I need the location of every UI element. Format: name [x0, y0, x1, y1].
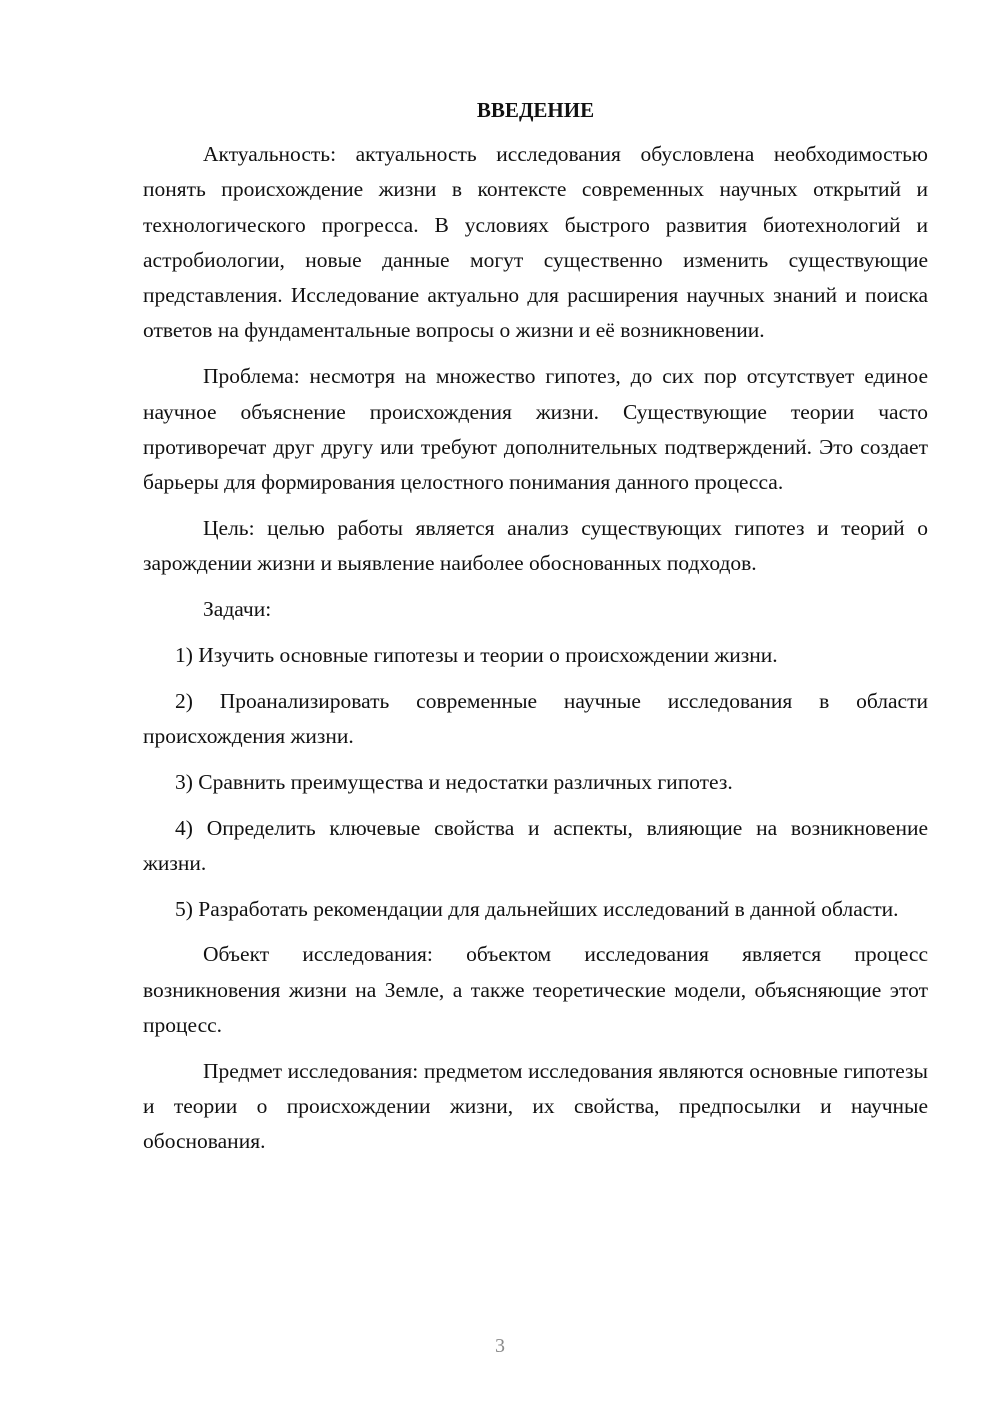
paragraph-goal: Цель: целью работы является анализ существующих гипотез и теорий о зарождении жизни и выявление наиболее обоснованных подходов. — [143, 515, 928, 576]
paragraph-object: Объект исследования: объектом исследования является процесс возникновения жизни на Земле, а также теоретические модели, объясняющие этот процесс. — [143, 942, 928, 1038]
task-item-3: 3) Сравнить преимущества и недостатки различных гипотез. — [175, 769, 733, 794]
task-item-2: 2) Проанализировать современные научные исследования в области происхождения жизни. — [143, 688, 928, 748]
paragraph-subject: Предмет исследования: предметом исследования являются основные гипотезы и теории о происхождении жизни, их свойства, предпосылки и научные обоснования. — [143, 1058, 928, 1154]
page-content — [143, 94, 928, 1170]
task-item-4: 4) Определить ключевые свойства и аспекты, влияющие на возникновение жизни. — [143, 815, 928, 875]
paragraph-problem: Проблема: несмотря на множество гипотез, до сих пор отсутствует единое научное объяснение происхождения жизни. Существующие теории часто противоречат друг другу или требуют дополнительных подтверждений. Это создает барьеры для формирования целостного понимания данного процесса. — [143, 364, 928, 495]
task-item-5: 5) Разработать рекомендации для дальнейших исследований в данной области. — [175, 896, 899, 921]
paragraph-tasks-label: Задачи: — [203, 597, 272, 622]
page-number: 3 — [495, 1335, 505, 1357]
task-item-1: 1) Изучить основные гипотезы и теории о происхождении жизни. — [175, 642, 778, 667]
section-heading: ВВЕДЕНИЕ — [476, 98, 595, 122]
paragraph-relevance: Актуальность: актуальность исследования обусловлена необходимостью понять происхождение жизни в контексте современных научных открытий и технологического прогресса. В условиях быстрого развития биотехнологий и астробиологии, новые данные могут существенно изменить существующие представления. Исследование актуально для расширения научных знаний и поиска ответов на фундаментальные вопросы о жизни и её возникновении. — [143, 142, 928, 343]
